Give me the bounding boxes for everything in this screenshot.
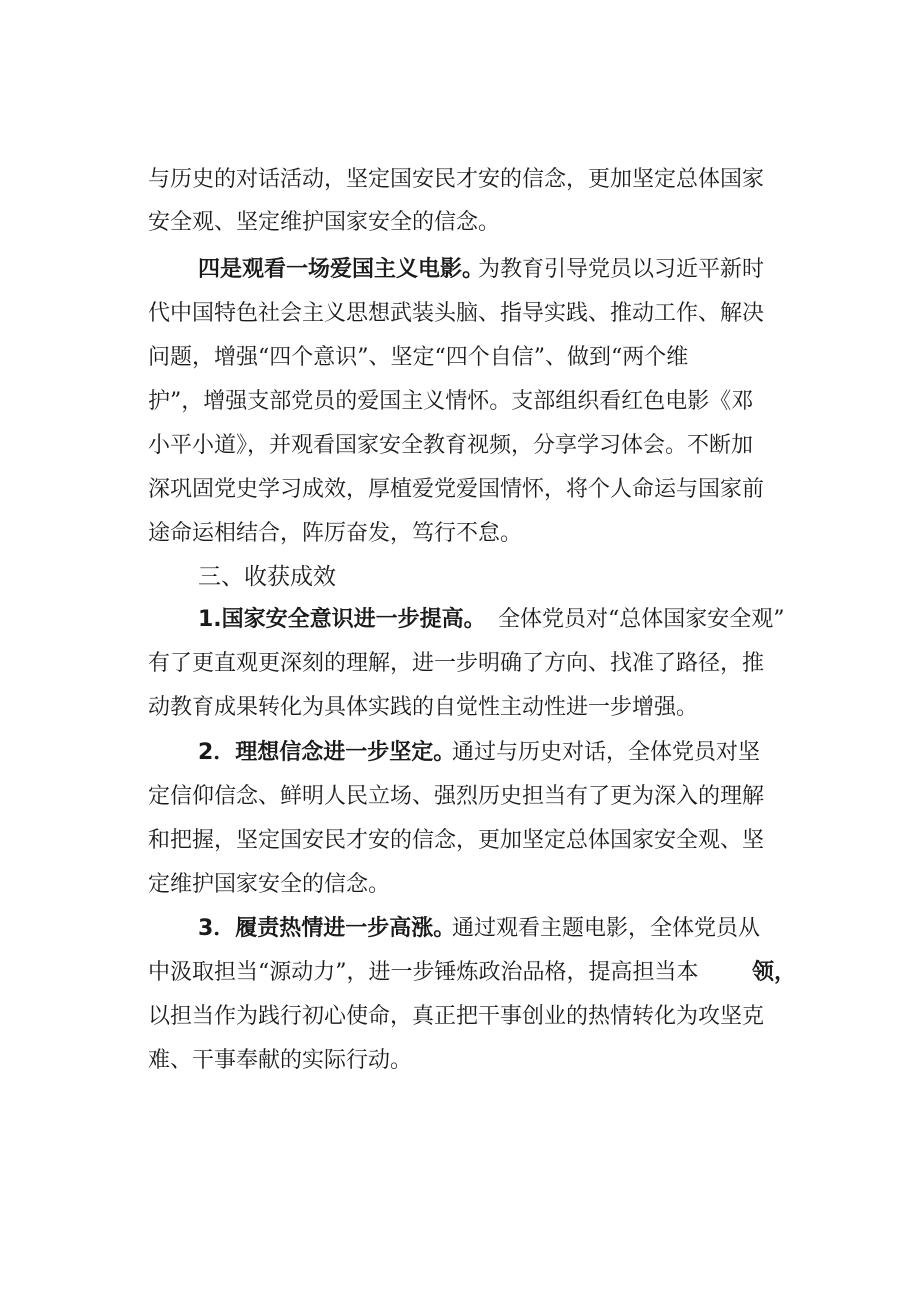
paragraph-text: 小平小道》，并观看国家安全教育视频，分享学习体会。不断加 bbox=[148, 433, 754, 458]
paragraph-line bbox=[0, 953, 920, 993]
paragraph-text: 途命运相结合，阵厉奋发，笃行不怠。 bbox=[148, 521, 523, 546]
paragraph-text: 与历史的对话活动，坚定国安民才安的信念，更加坚定总体国家 bbox=[148, 167, 765, 192]
paragraph-text: 护”，增强支部党员的爱国主义情怀。支部组织看红色电影《邓 bbox=[148, 389, 754, 414]
paragraph-text: 和把握，坚定国安民才安的信念，更加坚定总体国家安全观、坚 bbox=[148, 828, 765, 853]
paragraph-text: 代中国特色社会主义思想武装头脑、指导实践、推动工作、解决 bbox=[148, 301, 765, 326]
paragraph-line bbox=[0, 600, 920, 640]
paragraph-line bbox=[0, 644, 920, 684]
paragraph-line bbox=[0, 294, 920, 334]
paragraph-line bbox=[0, 514, 920, 554]
section-heading: 三、收获成效 bbox=[198, 564, 336, 590]
paragraph-text: 全体党员对“总体国家安全观” bbox=[498, 607, 785, 632]
paragraph-line bbox=[0, 426, 920, 466]
paragraph-line bbox=[0, 338, 920, 378]
paragraph-text: 有了更直观更深刻的理解，进一步明确了方向、找准了路径，推 bbox=[148, 651, 765, 676]
paragraph-line bbox=[0, 733, 920, 773]
paragraph-line bbox=[0, 909, 920, 949]
paragraph-text: 通过观看主题电影，全体党员从 bbox=[452, 916, 761, 941]
result-two-lead: 2．理想信念进一步坚定。 bbox=[198, 740, 456, 765]
paragraph-text: 安全观、坚定维护国家安全的信念。 bbox=[148, 210, 501, 235]
result-three-lead: 3．履责热情进一步高涨。 bbox=[198, 916, 456, 941]
item-four-lead: 四是观看一场爱国主义电影。 bbox=[198, 257, 485, 282]
bold-tail-text: 领， bbox=[752, 960, 797, 985]
paragraph-text: 难、干事奉献的实际行动。 bbox=[148, 1048, 413, 1073]
paragraph-text: 动教育成果转化为具体实践的自觉性主动性进一步增强。 bbox=[148, 695, 699, 720]
paragraph-text: 定维护国家安全的信念。 bbox=[148, 872, 391, 897]
paragraph-text: 问题，增强“四个意识”、坚定“四个自信”、做到“两个维 bbox=[148, 345, 689, 370]
paragraph-line bbox=[0, 997, 920, 1037]
paragraph-line bbox=[0, 777, 920, 817]
paragraph-text: 定信仰信念、鲜明人民立场、强烈历史担当有了更为深入的理解 bbox=[148, 784, 765, 809]
paragraph-line bbox=[0, 821, 920, 861]
paragraph-line bbox=[0, 203, 920, 243]
paragraph-text: 为教育引导党员以习近平新时 bbox=[478, 257, 765, 282]
paragraph-text: 以担当作为践行初心使命，真正把干事创业的热情转化为攻坚克 bbox=[148, 1004, 765, 1029]
section-heading-line bbox=[0, 557, 920, 597]
paragraph-text: 深巩固党史学习成效，厚植爱党爱国情怀，将个人命运与国家前 bbox=[148, 477, 765, 502]
paragraph-line bbox=[0, 382, 920, 422]
paragraph-line bbox=[0, 865, 920, 905]
paragraph-line bbox=[0, 250, 920, 290]
paragraph-line bbox=[0, 470, 920, 510]
paragraph-line bbox=[0, 688, 920, 728]
result-one-lead: 1.国家安全意识进一步提高。 bbox=[198, 607, 486, 632]
paragraph-line bbox=[0, 160, 920, 200]
paragraph-text: 通过与历史对话，全体党员对坚 bbox=[452, 740, 761, 765]
paragraph-text: 中汲取担当“源动力”，进一步锤炼政治品格，提高担当本 bbox=[148, 960, 699, 985]
paragraph-line bbox=[0, 1041, 920, 1081]
